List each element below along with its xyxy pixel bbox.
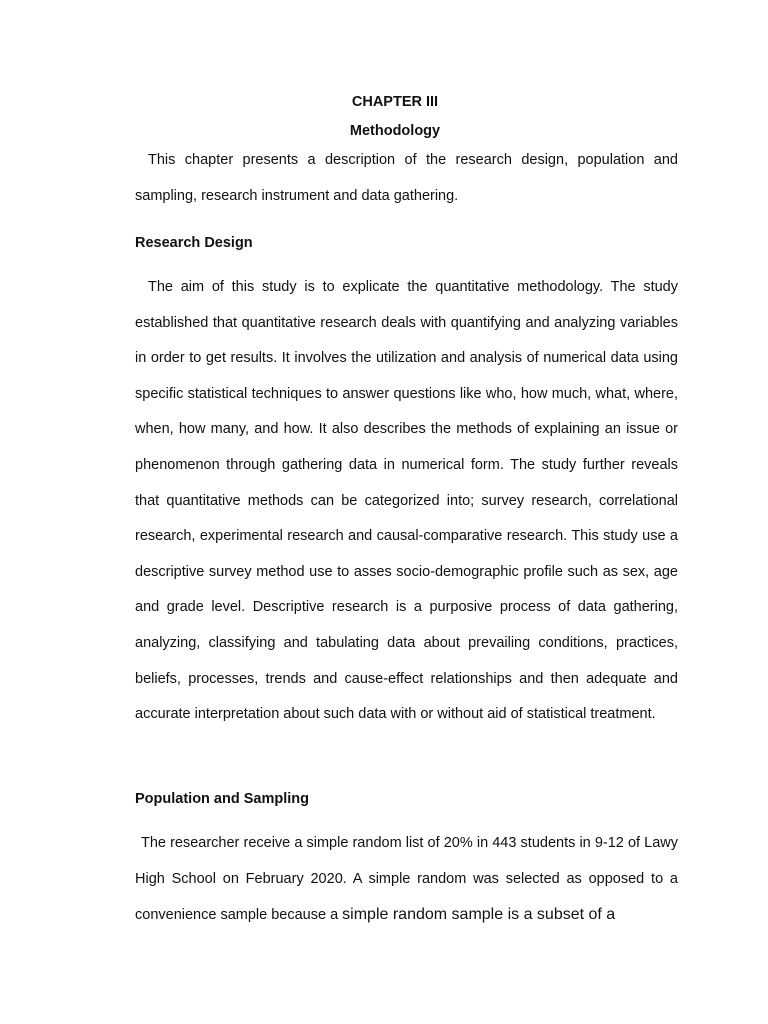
chapter-title: CHAPTER III — [351, 94, 439, 110]
research-design-heading: Research Design — [135, 235, 253, 251]
research-design-paragraph: The aim of this study is to explicate the quantitative methodology. The study established that quantitative research deals with quantifying and analyzing variables in order to get results. It involves the utilization and analysis of numerical data using specific statistical techniques to answer questions like who, how much, what, where, when, how many, and how. It also describes the methods of explaining an issue or phenomenon through gathering data in numerical form. The study further reveals that quantitative methods can be categorized into; survey research, correlational research, experimental research and causal-comparative research. This study use a descriptive survey method use to asses socio-demographic profile such as sex, age and grade level. Descriptive research is a purposive process of data gathering, analyzing, classifying and tabulating data about prevailing conditions, practices, beliefs, processes, trends and cause-effect relationships and then adequate and accurate interpretation about such data with or without aid of statistical treatment. — [135, 279, 678, 723]
population-sampling-heading: Population and Sampling — [135, 791, 309, 807]
population-sampling-paragraph — [135, 826, 678, 934]
chapter-subtitle: Methodology — [349, 123, 441, 139]
population-sampling-text: The researcher receive a simple random list of 20% in 443 students in 9-12 of Lawy High School on February 2020. A simple random was selected as opposed to a convenience sample because a — [135, 835, 678, 924]
population-sampling-text-tail: simple random sample is a subset of a — [342, 906, 616, 924]
intro-paragraph: This chapter presents a description of the research design, population and sampling, research instrument and data gathering. — [135, 152, 678, 204]
